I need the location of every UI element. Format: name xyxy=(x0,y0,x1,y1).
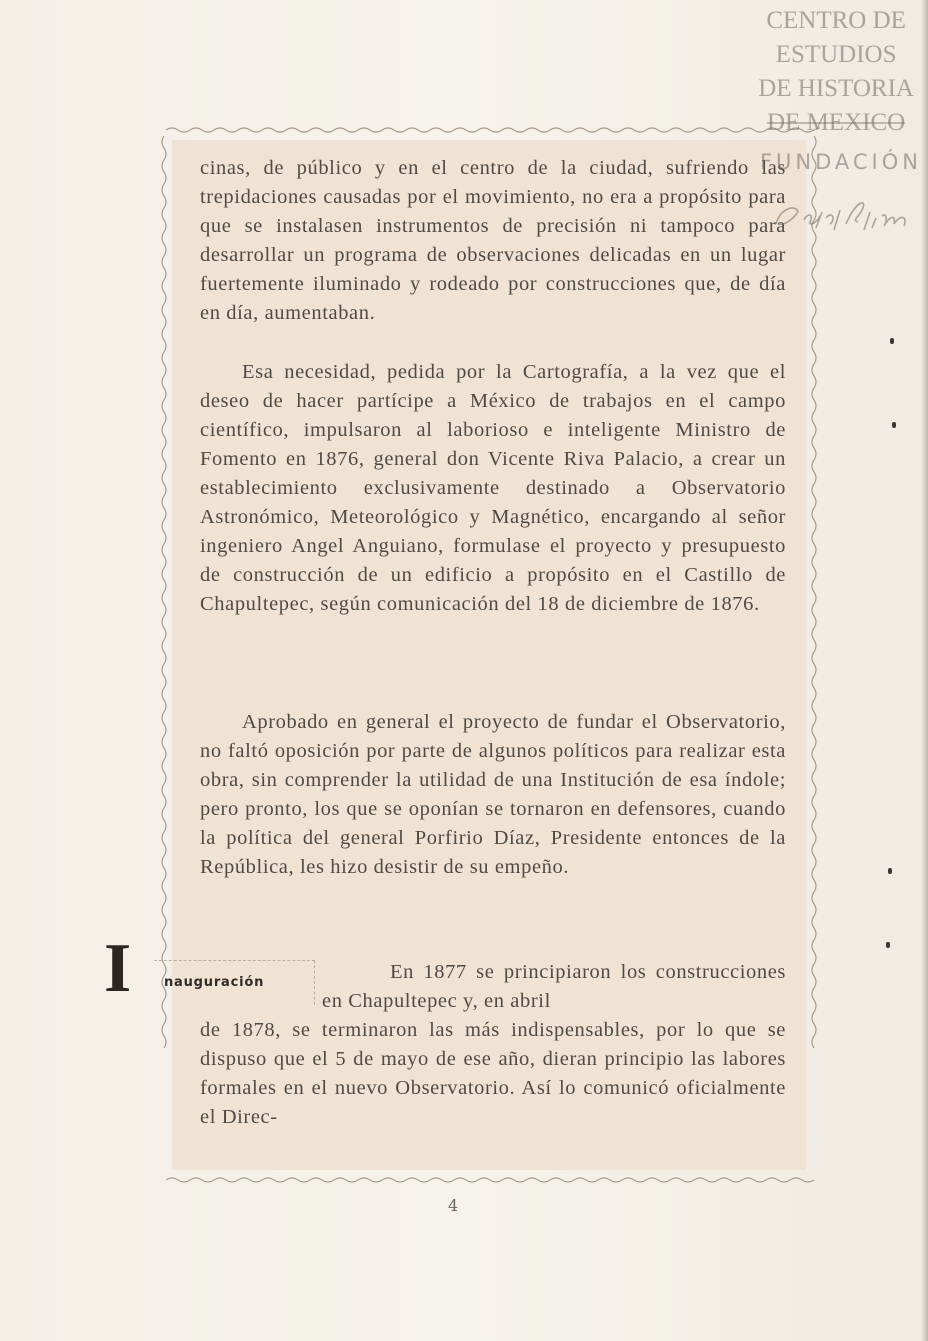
margin-mark xyxy=(886,942,890,948)
margin-mark xyxy=(892,422,896,428)
margin-mark xyxy=(890,338,894,344)
watermark-line-2: ESTUDIOS xyxy=(775,41,897,68)
signature-watermark-icon xyxy=(766,190,916,238)
watermark-foundation: FUNDACIÓN xyxy=(759,150,922,174)
paragraph-4-start: En 1877 se principiaron los construcciones en Chapultepec y, en abril xyxy=(322,961,786,1012)
paragraph-2: Esa necesidad, pedida por la Cartografía, a la vez que el deseo de hacer partícipe a México de trabajos en el campo científico, impulsaron al laborioso e inteligente Ministro de Fomento en 1876, general don Vicente Riva Palacio, a crear un establecimiento exclusivamente destinado a Observatorio Astronómico, Meteorológico y Magnético, encargando al señor ingeniero Angel Anguiano, formulase el proyecto y presupuesto de construcción de un edificio a propósito en el Castillo de Chapultepec, según comunicación del 18 de diciembre de 1876. xyxy=(200,361,786,615)
watermark-line-1: CENTRO DE xyxy=(766,7,906,34)
paragraph-1: cinas, de público y en el centro de la ciudad, sufriendo las trepidaciones causadas por el movimiento, no era a propósito para que se instalasen instrumentos de precisión ni tampoco para desarrollar un programa de observaciones delicadas en un lugar fuertemente iluminado y rodeado por construcciones que, de día en día, aumentaban. xyxy=(200,157,786,324)
page-edge xyxy=(922,0,928,1341)
paragraph-3: Aprobado en general el proyecto de fundar el Observatorio, no faltó oposición por parte de algunos políticos para realizar esta obra, sin comprender la utilidad de una Institución de esa índole; pero pronto, los que se oponían se tornaron en defensores, cuando la política del general Porfirio Díaz, Presidente entonces de la República, les hizo desistir de su empeño. xyxy=(200,711,786,878)
archive-watermark xyxy=(758,4,914,140)
watermark-line-3: DE HISTORIA xyxy=(758,75,914,102)
paragraph-4-continued: de 1878, se terminaron las más indispensables, por lo que se dispuso que el 5 de mayo de ese año, dieran principio las labores formales en el nuevo Observatorio. Así lo comunicó oficialmente el Direc- xyxy=(200,1019,786,1128)
section-heading-box xyxy=(154,960,315,1005)
margin-mark xyxy=(888,868,892,874)
section-heading: nauguración xyxy=(164,975,265,990)
section-initial: I xyxy=(104,930,132,1007)
watermark-line-4: DE MEXICO xyxy=(767,109,906,136)
page-number: 4 xyxy=(448,1196,459,1215)
